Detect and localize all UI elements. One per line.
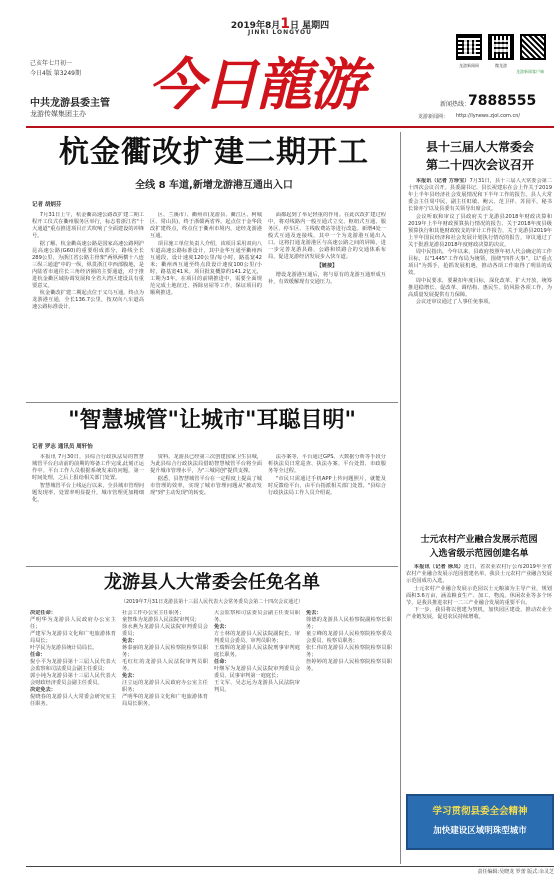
qr-code-app bbox=[520, 34, 546, 60]
paper-logo: 今日龍游 bbox=[148, 52, 364, 118]
smart-city-paragraph: 智慧城管平台上线运行以来，全县城市管理问题发现率、处置率明显提升，城市管理更加精细化。 bbox=[32, 482, 144, 503]
footer-divider bbox=[26, 866, 554, 867]
website-url[interactable]: http://lynews.zjol.com.cn/ bbox=[456, 113, 521, 119]
lead-headline: 杭金衢改扩建二期开工 bbox=[59, 135, 369, 170]
sidebar1-title-line1: 县十三届人大常委会 bbox=[425, 140, 534, 154]
appointment-entry: 社会工作办公室主任职务； bbox=[122, 610, 185, 616]
qr-code-news bbox=[456, 34, 482, 60]
lead-link-heading: 【链接】 bbox=[316, 263, 338, 269]
publisher: 龙游传媒集团主办 bbox=[30, 110, 86, 118]
appointment-entry: 免去： bbox=[306, 610, 322, 616]
smart-city-story bbox=[26, 404, 398, 564]
smart-city-paragraph: 据悉，县智慧城管平台在一定程度上提高了城市管理的效率，实现了城市管理问题从"被动发现"到"主动发现"的转变。 bbox=[150, 475, 262, 496]
appointment-entry: 叶继军为龙游县人民法院审判委员会委员、民事审判第一庭庭长； bbox=[214, 666, 300, 679]
website-label: 龙游新闻网： bbox=[418, 114, 449, 120]
issue-date: 2019年8月1日 星期四 bbox=[230, 16, 330, 32]
appointment-entry: 张仁伟的龙游县人民检察院检察员职务； bbox=[306, 645, 392, 658]
section-divider bbox=[26, 402, 398, 403]
smart-city-headline: "智慧城管"让城市"耳聪目明" bbox=[68, 408, 356, 433]
campaign-banner bbox=[406, 794, 554, 850]
masthead-divider bbox=[26, 126, 554, 128]
appointment-entry: 免去： bbox=[122, 638, 138, 644]
lead-paragraph: 7月31日上午，杭金衢高速公路改扩建二期工程开工仪式在衢州服务区举行，标志着浙江省"十大通道"重点推进项目正式吹响了全面建设的冲锋号。 bbox=[32, 212, 144, 239]
sidebar1-paragraph: 会议还审议通过了人事任免事项。 bbox=[415, 299, 494, 305]
masthead-pinyin: JINRI LONGYOU bbox=[247, 29, 313, 36]
sidebar2-body bbox=[406, 564, 552, 782]
masthead bbox=[0, 0, 556, 130]
smart-city-col-3 bbox=[268, 454, 386, 560]
sidebar1-paragraph: 周中民指出，今年以来，县政府按照年初人代会确定的工作目标，以"1445"工作布局为统领，围绕"四件大事"，以"重点项目"为抓手，抢抓发展机遇，推动各项工作取得了明显的成效。 bbox=[408, 249, 552, 276]
appointments-story bbox=[26, 568, 398, 864]
sidebar1-paragraph: 周中民要求，要紧扣年度目标，深化改革、扩大开放，统筹推进稳增长、促改革、调结构、惠民生、防风险各项工作，为高质量发展提供有力保障。 bbox=[408, 277, 552, 298]
smart-city-paragraph: 本报讯 7月30日，县综合行政执法局的智慧城管平台启动前的前期的筹备工作完成,此刻正运作中。平台工作人员根据系统发来的问题，第一时间处理，之后上报给相关部门处置。 bbox=[32, 454, 144, 481]
sidebar2-title-line2: 入选省级示范园创建名单 bbox=[429, 549, 529, 559]
lead-col-1 bbox=[32, 212, 144, 390]
issue-lunar: 己亥年七月初一 bbox=[30, 60, 73, 67]
appointment-entry: 严明华的龙游县文化和广电旅游体育局局长职务。 bbox=[122, 694, 208, 707]
appointment-entry: 免去： bbox=[122, 673, 138, 679]
lead-col-3 bbox=[268, 212, 386, 390]
app-brand-caption: 龙游新闻客户端 bbox=[516, 69, 544, 74]
appointment-entry: 毛红红的龙游县人民法院审判员职务。 bbox=[122, 659, 208, 672]
lead-subhead: 全线 8 车道,新增龙游港互通出入口 bbox=[135, 180, 293, 191]
column-divider bbox=[400, 132, 401, 404]
issue-number: 今日4版 第3249期 bbox=[30, 70, 81, 77]
appointment-entry: 王瑞辉的龙游县人民法院刑事审判庭庭长职务。 bbox=[214, 645, 300, 658]
section-divider bbox=[26, 566, 398, 567]
qr-caption-wechat: 微龙游 bbox=[495, 63, 507, 68]
lead-paragraph: 项目施工单位负责人介绍，该项目采用双向八车道高速公路标准设计，其中金华互通至衢州西互通段，设计速度120公里/每小时，路基宽42米；衢州西互通至终点段设计速度100公里/小时，路基宽41米。项目批复概算约141.2亿元，工期为3年。在项目的前期推进中，需要全面规范完成土地征迁、拆除房屋等工作，保证项目的顺利推进。 bbox=[150, 240, 262, 296]
appointment-entry: 严明华为龙游县人民政府办公室主任； bbox=[30, 617, 116, 630]
sponsor: 中共龙游县委主管 bbox=[30, 98, 110, 109]
appointments-subhead: （2019年7月31日龙游县第十三届人民代表大会常务委员会第二十四次会议通过） bbox=[120, 599, 304, 605]
editor-credits: 责任编辑:吴晓龙 罗蕾 版式:余灵芝 bbox=[477, 869, 554, 875]
appointment-entry: 徐水燕为龙游县人民法院审判委员会委员； bbox=[122, 624, 208, 637]
appointment-entry: 倪晓春的龙游县人大常委会研究室主任职务。 bbox=[30, 694, 116, 707]
appointment-entry: 郭小钝为龙游县第十三届人民代表大会财政经济委员会副主任委员。 bbox=[30, 673, 116, 686]
sidebar2-title-line1: 士元农村产业融合发展示范园 bbox=[420, 535, 538, 545]
sidebar1-paragraph: 会议听取和审议了县政府关于龙游县2018年财政决算和2019年上半年财政预算执行情况的报告、关于2018年度县级预算执行和其他财政收支的审计工作报告，关于龙游县2019年上半年国民经济和社会发展计划执行情况的报告，审议通过了关于批准龙游县2018年度财政决算的决议。 bbox=[408, 213, 552, 248]
appointment-entry: 王文军、吴志远为龙游县人民法院审判员。 bbox=[214, 680, 300, 693]
appointment-entry: 蒋泰丽的龙游县人民检察院检察员职务； bbox=[122, 645, 208, 658]
appointments-col-1 bbox=[30, 610, 116, 860]
appointments-col-2 bbox=[122, 610, 208, 860]
appointment-entry: 任命： bbox=[30, 652, 46, 658]
banner-line-1: 学习贯彻县委全会精神 bbox=[432, 806, 528, 817]
appointment-entry: 汪立运的龙游县人民政府办公室主任职务； bbox=[122, 680, 208, 693]
sidebar1-body bbox=[408, 178, 552, 400]
appointment-entry: 童立峰的龙游县人民检察院检察委员会委员、检察员职务； bbox=[306, 631, 392, 644]
appointment-entry: 严建军为龙游县文化和广电旅游体育局局长； bbox=[30, 631, 116, 644]
appointments-col-3 bbox=[214, 610, 300, 860]
hotline-label: 新闻热线： bbox=[440, 101, 471, 108]
appointments-col-4 bbox=[306, 610, 392, 860]
hotline-number: 7888555 bbox=[468, 93, 537, 109]
issue-date-day: 1 bbox=[280, 16, 290, 32]
smart-city-col-2 bbox=[150, 454, 262, 560]
column-divider bbox=[400, 404, 401, 864]
banner-line-2: 加快建设区域明珠型城市 bbox=[433, 826, 527, 836]
lead-story bbox=[26, 132, 396, 392]
appointment-entry: 决定任命： bbox=[30, 610, 56, 616]
smart-city-paragraph: 资料。龙游县已经第三次创建国家卫生县城，为此县综合行政执法局借助智慧城管平台将全面提升城市管理水平，为"三城同创"提供支撑。 bbox=[150, 454, 262, 474]
sidebar2-paragraph: 本报讯（记者 徐凤）近日，省农业农村厅公布2019年全省农村产业融合发展示范园创建名单，我县士元农村产业融合发展示范园成功入选。 bbox=[406, 564, 552, 584]
appointment-entry: 童智珠为龙游县人民法院审判员； bbox=[122, 617, 200, 623]
appointment-entry: 决定免去： bbox=[30, 687, 56, 693]
appointment-entry: 徐德的龙游县人民检察院副检察长职务； bbox=[306, 617, 392, 630]
lead-paragraph: 面都起到了举足轻重的作用。在此次改扩建过程中，将对线路内一般互通式立交、枢纽式互通、服务区、停车区、主线收费站等进行改造。新增4处一般式互通及连接线，其中一个为龙游港互通出入口。这将打通龙游港区与高速公路之间的屏障，进一步完善龙游县路、公路和铁路合的交通体系布局，促进龙游经济发展步入快车道。 bbox=[268, 212, 386, 260]
appointment-entry: 倪小平为龙游县第十三届人民代表大会监察和司法委员会副主任委员； bbox=[30, 659, 116, 672]
smart-city-paragraph: 法办案等，平台通过GPS、大数据分析等手段分析执法员日常巡查、执法办案、平台处置、市政服务等全过程。 bbox=[268, 454, 386, 474]
lead-byline: 记者 胡炳芬 bbox=[32, 202, 62, 208]
appointment-entry: 任命： bbox=[214, 659, 230, 665]
sidebar-story-2 bbox=[404, 528, 554, 786]
sidebar1-paragraph: 本报讯（记者 方珍宝）7月31日，县十三届人大常委会第二十四次会议召开。县委副书记、县长祝建东在会上作关于2019年上半年县经济社会发展情况和下半年工作的报告。县人大常委会主任周中民，副主任虹敏、鲍云、范卫祥、苏园平，秘书长徐亦宁以及县委有关领导出席会议。 bbox=[408, 178, 552, 212]
appointment-entry: 大会监察和司法委员会副主任委员职务。 bbox=[214, 610, 300, 623]
qr-code-wechat bbox=[488, 34, 514, 60]
appointment-entry: 叶学民为龙游县统计局局长。 bbox=[30, 645, 98, 651]
lead-paragraph: 杭金衢改扩建二期起点位于义乌互通，终点为龙游港互通，全长136.7公里，按双向八车道高速公路标准设计。 bbox=[32, 290, 144, 310]
appointment-entry: 方士林的龙游县人民法院副院长、审判委员会委员、审判员职务； bbox=[214, 631, 300, 644]
lead-paragraph: 区、兰溪市）、衢州市(龙游县、衢江区、柯城区、常山县)，终于浙赣两省界，起点位于金华段改扩建终点，终点位于衢州市境内，途经龙游港互通。 bbox=[150, 212, 262, 239]
sidebar2-paragraph: 下一步，我县将以创建为契机，加快园区建设，推动农业全产业链发展，促进农民持续增收。 bbox=[406, 607, 552, 620]
appointment-entry: 詹婷婷的龙游县人民检察院检察员职务。 bbox=[306, 659, 392, 672]
sidebar-story-1 bbox=[406, 134, 554, 402]
sidebar2-paragraph: 士元农村产业融合发展示范园以士元粮油为主导产业，规划面积3.6万亩，涵盖粮食生产、加工、物流、休闲农业等多个环节，是我县推进农村一二三产业融合发展的重要平台。 bbox=[406, 585, 552, 606]
lead-paragraph: 据了解，杭金衢高速公路是国家高速公路网沪昆高速公路(G60)的重要组成部分，路线全长289公里，为浙江省公路主骨架"两纵两横十八连三纵三通道"中的一纵，纵贯浙江中西部腹地，是内陆省市通往长三角经济圈的主要通道，对于推进杭金衢区域协调发展和全省大湾区建设具有重要意义。 bbox=[32, 240, 144, 289]
smart-city-paragraph: "市民只需通过手机APP上传问题照片，就能及时反馈给平台，由平台指派相关部门处置。"县综合行政执法局工作人员介绍说。 bbox=[268, 475, 386, 496]
appointments-headline: 龙游县人大常委会任免名单 bbox=[104, 572, 320, 593]
appointment-entry: 免去： bbox=[214, 624, 230, 630]
smart-city-byline: 记者 罗志 通讯员 周轩怡 bbox=[32, 444, 93, 450]
qr-caption-news: 龙游新闻网 bbox=[459, 63, 479, 68]
sidebar1-title-line2: 第二十四次会议召开 bbox=[425, 158, 534, 172]
lead-col-2 bbox=[150, 212, 262, 390]
smart-city-col-1 bbox=[32, 454, 144, 560]
lead-paragraph: 增设龙游港互通后，将与原有的龙游互通形成互补，有效缓解现有交通压力。 bbox=[268, 272, 386, 285]
